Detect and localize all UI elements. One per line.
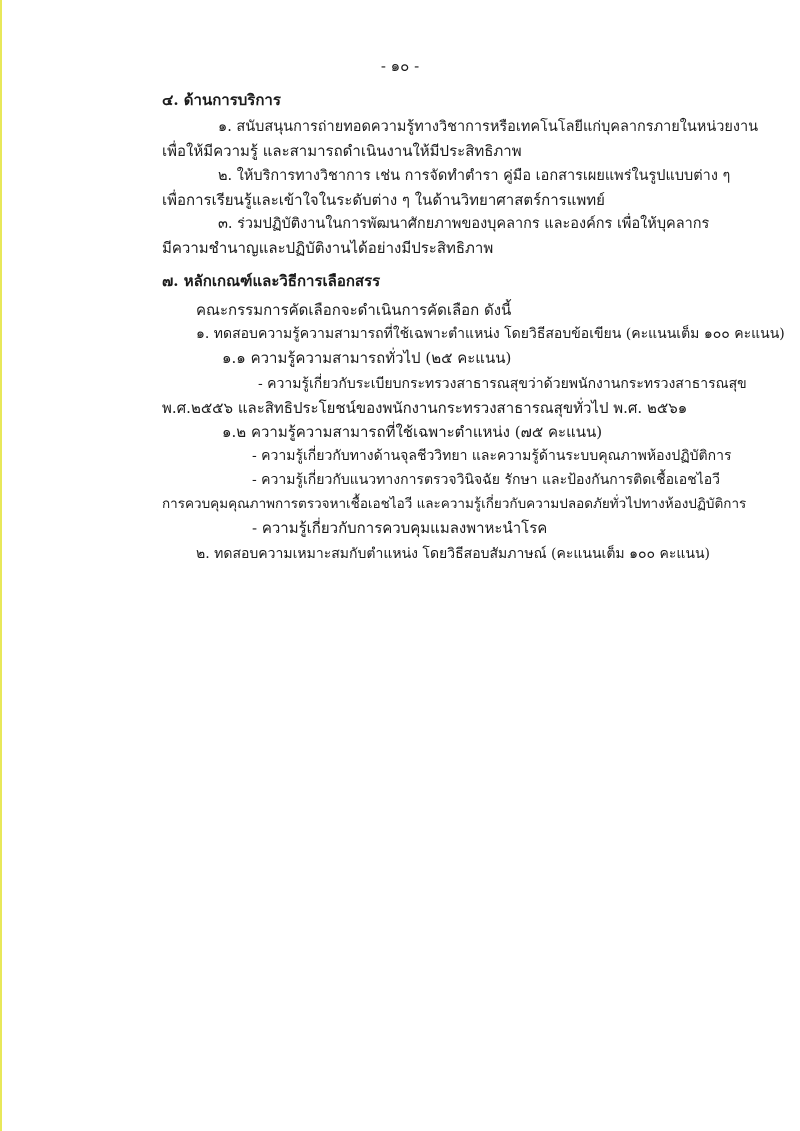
section-7-heading: ๗. หลักเกณฑ์และวิธีการเลือกสรร <box>162 272 381 290</box>
test-2-interview: ๒. ทดสอบความเหมาะสมกับตำแหน่ง โดยวิธีสอบสัมภาษณ์ (คะแนนเต็ม ๑๐๐ คะแนน) <box>196 546 711 562</box>
subsection-1-1: ๑.๑ ความรู้ความสามารถทั่วไป (๒๕ คะแนน) <box>222 349 512 367</box>
subsection-1-2: ๑.๒ ความรู้ความสามารถที่ใช้เฉพาะตำแหน่ง (๗๕ คะแนน) <box>222 423 603 441</box>
section-4-heading: ๔. ด้านการบริการ <box>162 91 281 109</box>
page-edge-highlight <box>0 0 2 1131</box>
section-4-item-3-line-2: มีความชำนาญและปฏิบัติงานได้อย่างมีประสิทธิภาพ <box>162 239 494 257</box>
section-4-item-2-line-1: ๒. ให้บริการทางวิชาการ เช่น การจัดทำตำรา คู่มือ เอกสารเผยแพร่ในรูปแบบต่าง ๆ <box>218 168 731 184</box>
subsection-1-1-bullet-line-1: - ความรู้เกี่ยวกับระเบียบกระทรวงสาธารณสุขว่าด้วยพนักงานกระทรวงสาธารณสุข <box>258 376 747 392</box>
section-4-item-3-line-1: ๓. ร่วมปฏิบัติงานในการพัฒนาศักยภาพของบุคลากร และองค์กร เพื่อให้บุคลากร <box>218 216 710 232</box>
subsection-1-1-bullet-line-2: พ.ศ.๒๕๕๖ และสิทธิประโยชน์ของพนักงานกระทรวงสาธารณสุขทั่วไป พ.ศ. ๒๕๖๑ <box>162 399 688 417</box>
test-1-written-exam: ๑. ทดสอบความรู้ความสามารถที่ใช้เฉพาะตำแหน่ง โดยวิธีสอบข้อเขียน (คะแนนเต็ม ๑๐๐ คะแนน) <box>196 326 785 342</box>
subsection-1-2-bullet-1: - ความรู้เกี่ยวกับทางด้านจุลชีววิทยา และความรู้ด้านระบบคุณภาพห้องปฏิบัติการ <box>252 448 732 464</box>
section-7-intro: คณะกรรมการคัดเลือกจะดำเนินการคัดเลือก ดังนี้ <box>196 301 512 319</box>
subsection-1-2-bullet-3: - ความรู้เกี่ยวกับการควบคุมแมลงพาหะนำโรค <box>252 519 548 537</box>
section-4-item-1-line-2: เพื่อให้มีความรู้ และสามารถดำเนินงานให้มีประสิทธิภาพ <box>162 142 522 160</box>
subsection-1-2-bullet-2-line-1: - ความรู้เกี่ยวกับแนวทางการตรวจวินิจฉัย รักษา และป้องกันการติดเชื้อเอชไอวี <box>252 472 721 488</box>
section-4-item-1-line-1: ๑. สนับสนุนการถ่ายทอดความรู้ทางวิชาการหรือเทคโนโลยีแก่บุคลากรภายในหน่วยงาน <box>218 119 759 135</box>
section-4-item-2-line-2: เพื่อการเรียนรู้และเข้าใจในระดับต่าง ๆ ในด้านวิทยาศาสตร์การแพทย์ <box>162 191 605 209</box>
page-number: - ๑๐ - <box>380 57 420 75</box>
subsection-1-2-bullet-2-line-2: การควบคุมคุณภาพการตรวจหาเชื้อเอชไอวี และความรู้เกี่ยวกับความปลอดภัยทั่วไปทางห้องปฏิบัติการ <box>162 496 747 512</box>
